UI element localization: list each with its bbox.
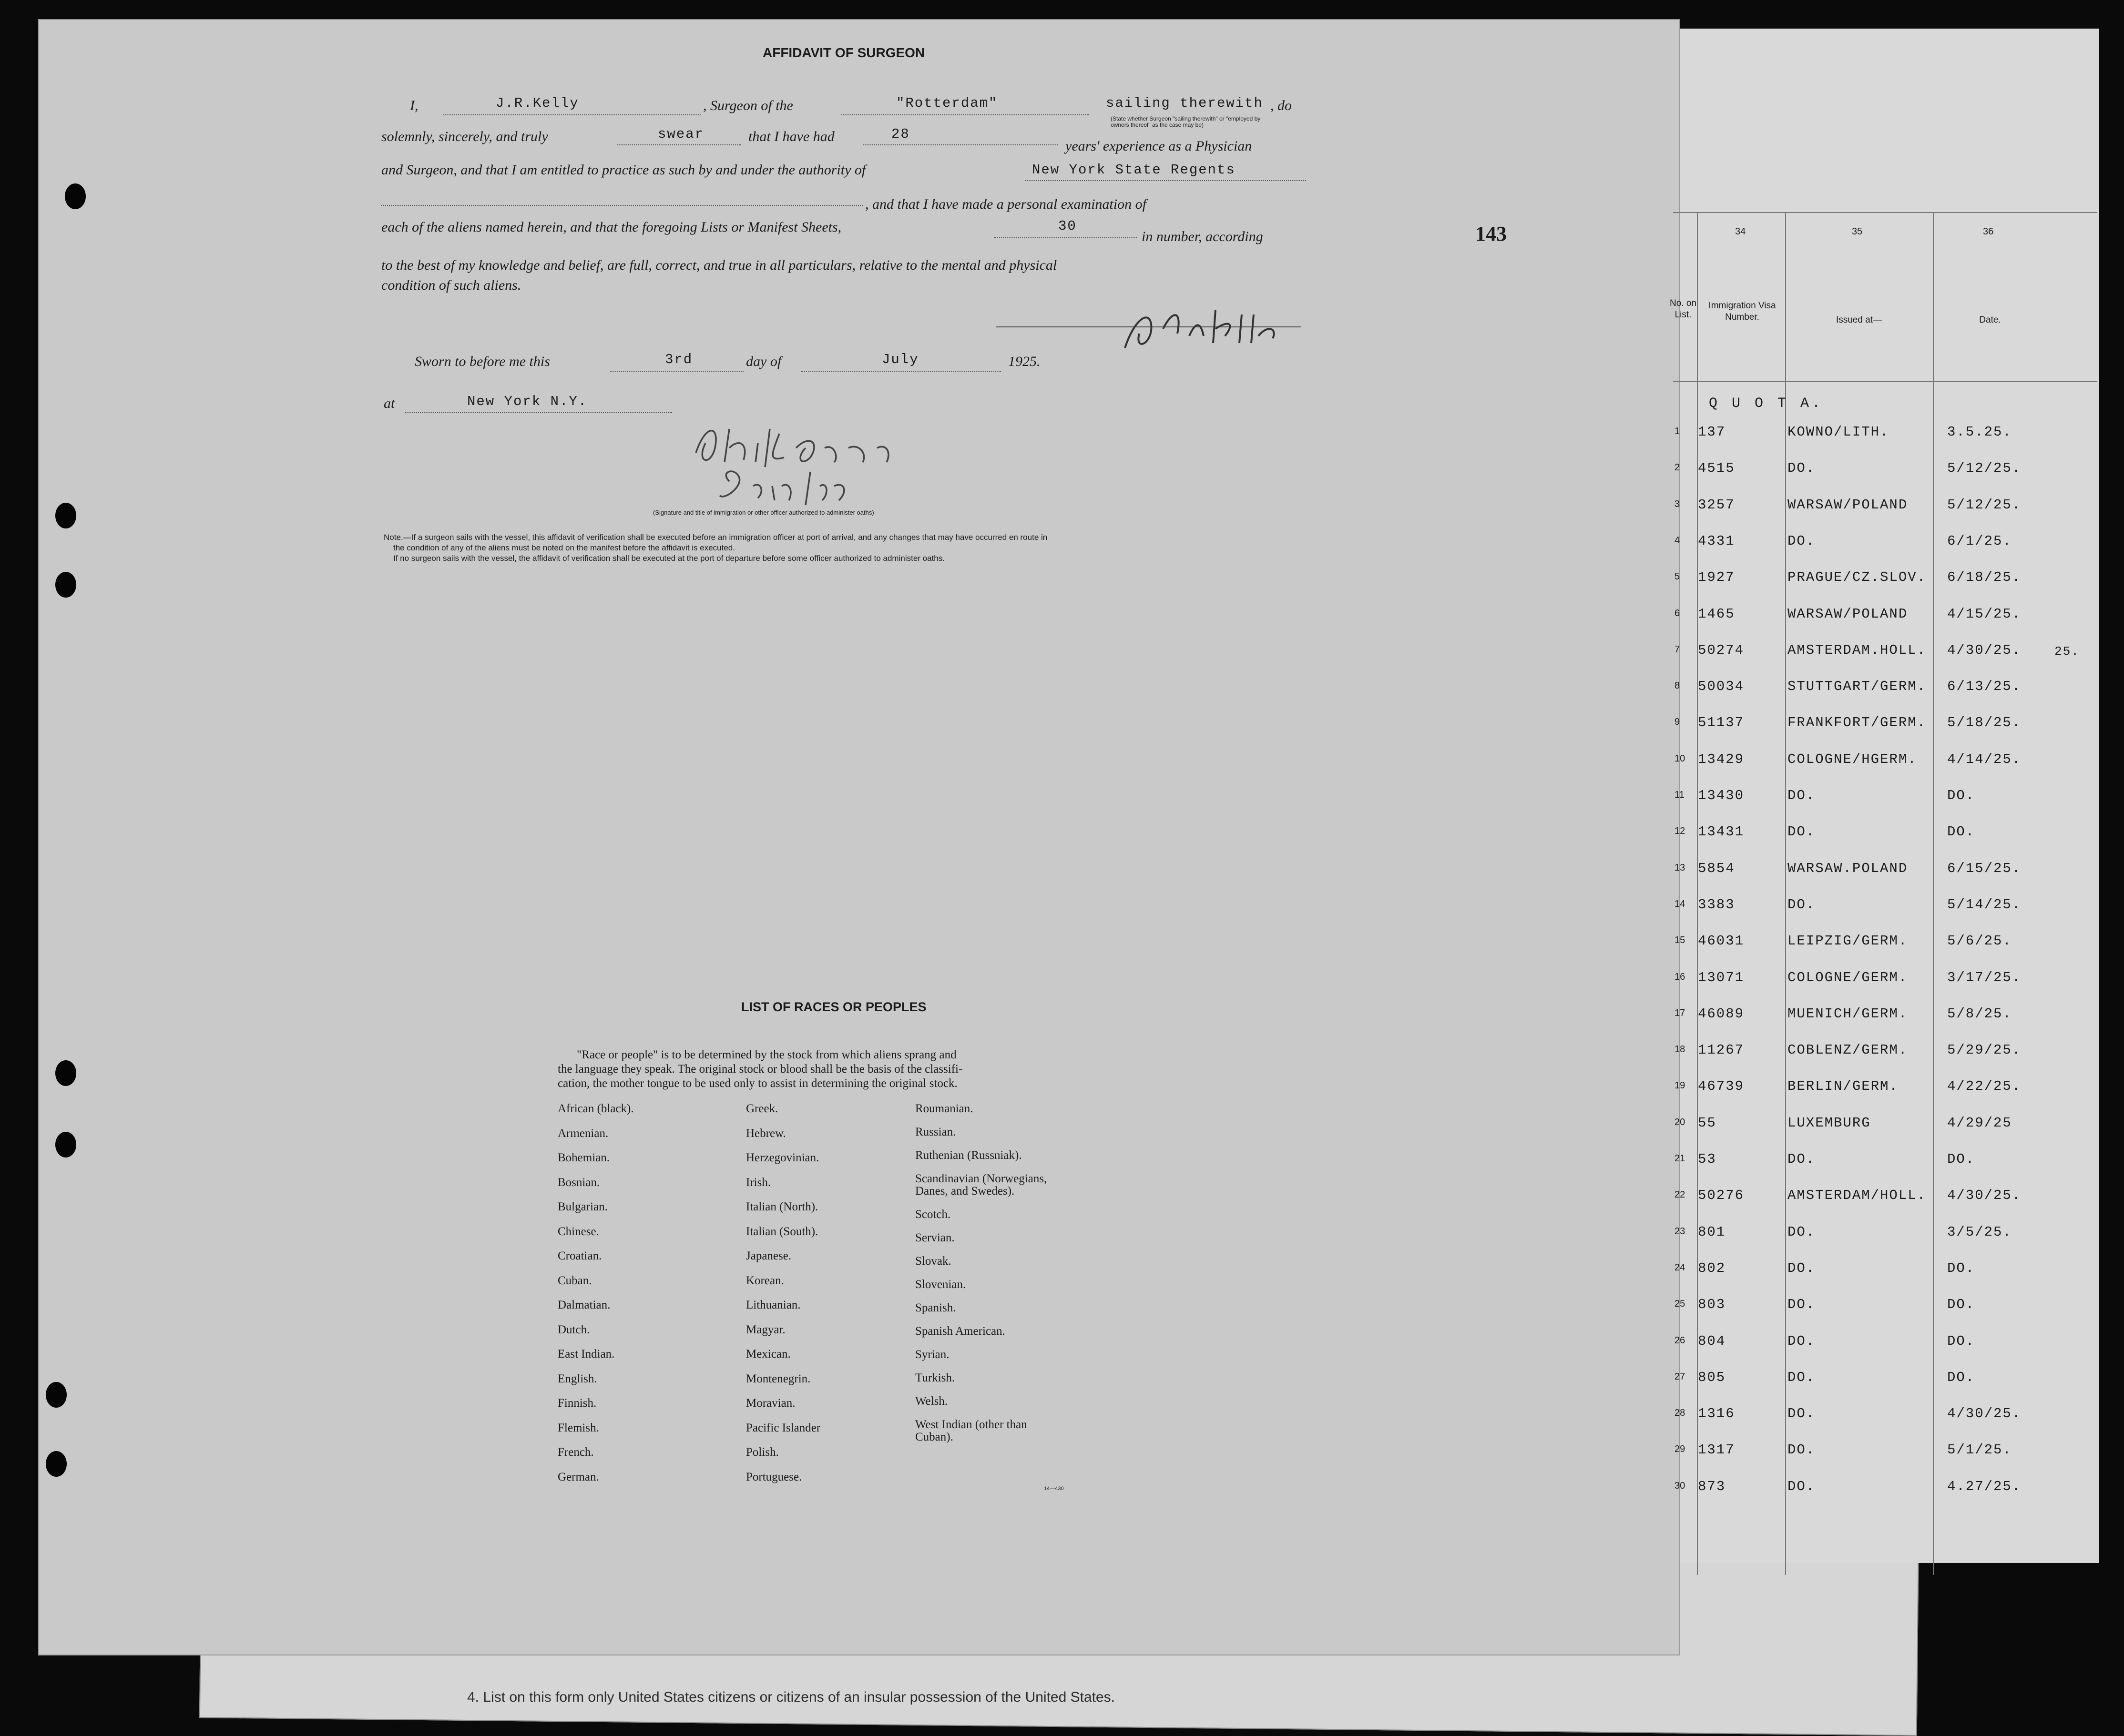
issued-at: WARSAW/POLAND [1787, 606, 1908, 622]
affidavit-note: If no surgeon sails with the vessel, the affidavit of verification shall be executed at the port of departure before some officer authorized to administer oaths. [393, 554, 945, 563]
issued-at: COLOGNE/HGERM. [1787, 751, 1917, 767]
visa-number: 873 [1698, 1478, 1726, 1494]
visa-number: 3383 [1698, 896, 1735, 913]
race-entry: Mexican. [746, 1348, 791, 1360]
visa-date: DO. [1947, 824, 1975, 840]
row-number: 14 [1675, 898, 1685, 909]
row-number: 26 [1675, 1335, 1685, 1346]
row-number: 15 [1675, 935, 1685, 946]
race-entry: Spanish American. [915, 1325, 1005, 1338]
visa-number: 801 [1698, 1224, 1726, 1240]
race-entry: Bohemian. [558, 1151, 610, 1164]
race-entry: Danes, and Swedes). [915, 1185, 1015, 1198]
race-entry: Montenegrin. [746, 1372, 811, 1385]
fill-line [610, 371, 744, 372]
race-entry: Finnish. [558, 1397, 597, 1410]
visa-date: DO. [1947, 788, 1975, 803]
visa-number: 46739 [1698, 1078, 1745, 1095]
visa-number: 4331 [1698, 533, 1735, 549]
visa-date: 5/6/25. [1947, 933, 2012, 949]
punch-hole [55, 572, 76, 598]
visa-date: 5/1/25. [1947, 1442, 2012, 1458]
visa-number: 4515 [1698, 460, 1735, 477]
affidavit-text: , do [1270, 98, 1292, 113]
race-entry: Slovenian. [915, 1278, 966, 1291]
visa-date: 5/12/25. [1947, 460, 2022, 477]
visa-number: 53 [1698, 1151, 1716, 1167]
race-entry: African (black). [558, 1102, 634, 1115]
issued-at: DO. [1787, 1478, 1816, 1494]
race-entry: Scotch. [915, 1208, 951, 1221]
issued-at: LEIPZIG/GERM. [1787, 933, 1908, 949]
visa-date: 3.5.25. [1947, 424, 2012, 440]
race-entry: Greek. [746, 1102, 778, 1115]
row-number: 23 [1675, 1226, 1685, 1237]
visa-number: 1316 [1698, 1406, 1735, 1422]
issued-at: FRANKFORT/GERM. [1787, 715, 1927, 731]
row-number: 18 [1675, 1044, 1685, 1055]
visa-number: 137 [1698, 424, 1726, 440]
row-number: 16 [1675, 971, 1685, 982]
race-entry: Syrian. [915, 1348, 950, 1361]
header-date: Date. [1979, 315, 2001, 325]
row-number: 4 [1675, 535, 1680, 546]
visa-date: 6/1/25. [1947, 533, 2012, 549]
issued-at: PRAGUE/CZ.SLOV. [1787, 569, 1927, 586]
race-entry: Spanish. [915, 1301, 956, 1314]
row-number: 6 [1675, 608, 1680, 619]
visa-number: 805 [1698, 1369, 1726, 1385]
visa-number: 51137 [1698, 715, 1745, 731]
visa-date: DO. [1947, 1333, 1975, 1349]
punch-hole [46, 1451, 67, 1477]
visa-number: 803 [1698, 1297, 1726, 1313]
race-entry: Hebrew. [746, 1127, 786, 1140]
race-entry: Italian (South). [746, 1225, 818, 1238]
affidavit-title: AFFIDAVIT OF SURGEON [763, 45, 925, 60]
race-entry: Cuban). [915, 1431, 953, 1443]
column-number: 35 [1852, 226, 1863, 237]
table-rule [1673, 212, 2097, 213]
races-intro: cation, the mother tongue to be used only to assist in determining the original stock. [558, 1077, 958, 1090]
officer-caption: (Signature and title of immigration or other officer authorized to administer oaths) [653, 509, 874, 516]
issued-at: DO. [1787, 1151, 1816, 1167]
race-entry: Italian (North). [746, 1200, 818, 1213]
issued-at: LUXEMBURG [1787, 1115, 1871, 1131]
sailing-note: (State whether Surgeon "sailing therewith" or "employed by owners thereof" as the case may be) [1111, 115, 1261, 128]
row-number: 10 [1675, 753, 1685, 764]
visa-date: 5/18/25. [1947, 715, 2022, 731]
race-entry: Russian. [915, 1126, 956, 1138]
issued-at: DO. [1787, 788, 1816, 803]
row-number: 5 [1675, 571, 1680, 582]
race-entry: Servian. [915, 1231, 955, 1244]
affidavit-text: condition of such aliens. [381, 277, 521, 293]
race-entry: Ruthenian (Russniak). [915, 1149, 1022, 1162]
affidavit-text: to the best of my knowledge and belief, are full, correct, and true in all particulars, relative to the mental and physical [381, 257, 1057, 273]
form-number: 14—430 [1044, 1486, 1064, 1492]
issued-at: COBLENZ/GERM. [1787, 1042, 1908, 1058]
visa-number: 55 [1698, 1115, 1716, 1131]
row-number: 11 [1675, 790, 1685, 800]
authority: New York State Regents [1032, 162, 1236, 178]
race-entry: Chinese. [558, 1225, 599, 1238]
visa-number: 1317 [1698, 1442, 1735, 1458]
affidavit-text: at [384, 396, 395, 411]
race-entry: Flemish. [558, 1421, 599, 1434]
fill-line [617, 144, 741, 145]
table-rule [1933, 212, 1934, 1575]
row-number: 24 [1675, 1262, 1685, 1273]
row-number: 19 [1675, 1080, 1685, 1091]
row-number: 21 [1675, 1153, 1685, 1164]
punch-hole [55, 503, 76, 528]
issued-at: AMSTERDAM.HOLL. [1787, 642, 1927, 658]
visa-number: 802 [1698, 1260, 1726, 1276]
races-title: LIST OF RACES OR PEOPLES [741, 1000, 927, 1014]
race-entry: Irish. [746, 1176, 771, 1189]
issued-at: MUENICH/GERM. [1787, 1005, 1908, 1022]
visa-date: DO. [1947, 1260, 1975, 1276]
visa-date: 5/8/25. [1947, 1005, 2012, 1022]
issued-at: WARSAW.POLAND [1787, 860, 1908, 876]
race-entry: Scandinavian (Norwegians, [915, 1172, 1047, 1185]
visa-number: 1465 [1698, 606, 1735, 622]
fill-line [863, 144, 1058, 145]
visa-date: 5/29/25. [1947, 1042, 2022, 1058]
race-entry: Dalmatian. [558, 1299, 611, 1311]
issued-at: COLOGNE/GERM. [1787, 969, 1908, 985]
race-entry: Cuban. [558, 1274, 592, 1287]
row-number: 25 [1675, 1299, 1685, 1310]
visa-date: DO. [1947, 1151, 1975, 1167]
visa-date: 3/17/25. [1947, 969, 2022, 985]
visa-number: 50034 [1698, 679, 1745, 695]
visa-number: 1927 [1698, 569, 1735, 586]
side-mark: 25. [2054, 644, 2080, 659]
sworn-year: 1925. [1008, 354, 1041, 369]
issued-at: DO. [1787, 1333, 1816, 1349]
race-entry: Korean. [746, 1274, 784, 1287]
visa-date: 3/5/25. [1947, 1224, 2012, 1240]
table-rule [1673, 381, 2097, 382]
visa-date: DO. [1947, 1297, 1975, 1313]
row-number: 30 [1675, 1480, 1685, 1491]
table-rule [1785, 212, 1786, 1575]
visa-date: 4/30/25. [1947, 1406, 2022, 1422]
visa-date: 4/30/25. [1947, 642, 2022, 658]
issued-at: STUTTGART/GERM. [1787, 679, 1927, 695]
visa-number: 50274 [1698, 642, 1745, 658]
visa-number: 5854 [1698, 860, 1735, 876]
row-number: 27 [1675, 1371, 1685, 1382]
visa-number: 13430 [1698, 788, 1745, 803]
visa-date: DO. [1947, 1369, 1975, 1385]
race-entry: Bosnian. [558, 1176, 600, 1189]
row-number: 2 [1675, 462, 1680, 473]
years-experience: 28 [891, 126, 910, 142]
visa-number: 46031 [1698, 933, 1745, 949]
fill-line [405, 412, 672, 413]
race-entry: Portuguese. [746, 1470, 802, 1483]
visa-number: 13431 [1698, 824, 1745, 840]
fill-line [841, 114, 1089, 115]
race-entry: Herzegovinian. [746, 1151, 819, 1164]
affidavit-text: and Surgeon, and that I am entitled to practice as such by and under the authority of [381, 162, 866, 178]
race-entry: Dutch. [558, 1323, 590, 1336]
affidavit-text: I, [410, 98, 419, 113]
race-entry: East Indian. [558, 1348, 615, 1360]
fill-line [994, 237, 1137, 238]
affidavit-text: Sworn to before me this [415, 354, 550, 369]
affidavit-text: solemnly, sincerely, and truly [381, 129, 548, 144]
visa-number: 804 [1698, 1333, 1726, 1349]
visa-date: 6/13/25. [1947, 679, 2022, 695]
issued-at: DO. [1787, 1369, 1816, 1385]
race-entry: Magyar. [746, 1323, 786, 1336]
fill-line [801, 371, 1001, 372]
affidavit-text: day of [746, 354, 782, 369]
punch-hole [55, 1060, 76, 1086]
race-entry: Moravian. [746, 1397, 796, 1410]
race-entry: Slovak. [915, 1255, 951, 1268]
quota-label: Q U O T A. [1709, 396, 1824, 412]
affidavit-text: , and that I have made a personal examination of [865, 196, 1146, 212]
issued-at: DO. [1787, 1442, 1816, 1458]
bottom-instruction: 4. List on this form only United States citizens or citizens of an insular possession of the United States. [467, 1689, 1115, 1705]
row-number: 13 [1675, 862, 1685, 873]
issued-at: DO. [1787, 824, 1816, 840]
visa-number: 13071 [1698, 969, 1745, 985]
affidavit-text: , Surgeon of the [703, 98, 793, 113]
visa-number: 3257 [1698, 497, 1735, 513]
row-number: 28 [1675, 1408, 1685, 1419]
race-entry: French. [558, 1446, 594, 1459]
visa-date: 4/14/25. [1947, 751, 2022, 767]
sheet-count: 30 [1058, 218, 1077, 234]
row-number: 29 [1675, 1444, 1685, 1455]
vessel-name: "Rotterdam" [896, 95, 998, 111]
affidavit-text: years' experience as a Physician [1065, 138, 1252, 154]
issued-at: BERLIN/GERM. [1787, 1078, 1899, 1095]
visa-date: 5/14/25. [1947, 896, 2022, 913]
issued-at: DO. [1787, 533, 1816, 549]
issued-at: WARSAW/POLAND [1787, 497, 1908, 513]
visa-date: 4/30/25. [1947, 1188, 2022, 1204]
visa-number: 50276 [1698, 1188, 1745, 1204]
race-entry: Armenian. [558, 1127, 609, 1140]
punch-hole [65, 183, 86, 209]
fill-line [381, 205, 863, 206]
fill-line [443, 114, 701, 115]
visa-date: 4/22/25. [1947, 1078, 2022, 1095]
visa-date: 4/29/25 [1947, 1115, 2012, 1131]
visa-date: 4/15/25. [1947, 606, 2022, 622]
page-number: 143 [1475, 222, 1507, 245]
race-entry: Japanese. [746, 1249, 792, 1262]
row-number: 8 [1675, 680, 1680, 691]
row-number: 20 [1675, 1117, 1685, 1127]
row-number: 3 [1675, 498, 1680, 509]
issued-at: DO. [1787, 1260, 1816, 1276]
row-number: 12 [1675, 826, 1685, 837]
column-number: 36 [1983, 226, 1994, 237]
sailing-status: sailing therewith [1106, 95, 1263, 111]
row-number: 1 [1675, 426, 1680, 437]
visa-date: 6/18/25. [1947, 569, 2022, 586]
race-entry: German. [558, 1470, 599, 1483]
races-intro: "Race or people" is to be determined by the stock from which aliens sprang and [577, 1048, 957, 1061]
row-number: 17 [1675, 1007, 1685, 1018]
visa-date: 6/15/25. [1947, 860, 2022, 876]
header-issued-at: Issued at— [1836, 315, 1882, 325]
visa-number: 11267 [1698, 1042, 1745, 1058]
sworn-place: New York N.Y. [467, 394, 588, 409]
visa-number: 13429 [1698, 751, 1745, 767]
header-no-on-list: No. on List. [1670, 298, 1696, 320]
race-entry: Turkish. [915, 1371, 955, 1384]
race-entry: Croatian. [558, 1249, 602, 1262]
race-entry: Welsh. [915, 1395, 948, 1408]
affidavit-note: the condition of any of the aliens must be noted on the manifest before the affidavit is executed. [393, 543, 735, 552]
race-entry: Lithuanian. [746, 1299, 801, 1311]
race-entry: West Indian (other than [915, 1418, 1027, 1431]
race-entry: Roumanian. [915, 1102, 973, 1115]
officer-signature [677, 415, 944, 510]
race-entry: Bulgarian. [558, 1200, 608, 1213]
race-entry: English. [558, 1372, 597, 1385]
issued-at: DO. [1787, 1224, 1816, 1240]
visa-date: 5/12/25. [1947, 497, 2022, 513]
punch-hole [46, 1382, 67, 1408]
punch-hole [55, 1132, 76, 1157]
race-entry: Polish. [746, 1446, 779, 1459]
affidavit-note: Note.—If a surgeon sails with the vessel, this affidavit of verification shall be executed before an immigration officer at port of arrival, and any changes that may have occurred en route in [384, 533, 1048, 542]
issued-at: DO. [1787, 1406, 1816, 1422]
visa-number: 46089 [1698, 1005, 1745, 1022]
races-intro: the language they speak. The original stock or blood shall be the basis of the classifi- [558, 1063, 963, 1076]
oath-word: swear [658, 126, 705, 142]
affidavit-text: in number, according [1142, 229, 1263, 244]
issued-at: DO. [1787, 1297, 1816, 1313]
surgeon-name: J.R.Kelly [496, 95, 579, 111]
fill-line [1025, 180, 1306, 181]
row-number: 22 [1675, 1189, 1685, 1200]
affidavit-text: each of the aliens named herein, and that the foregoing Lists or Manifest Sheets, [381, 219, 842, 235]
issued-at: DO. [1787, 460, 1816, 477]
sworn-day: 3rd [665, 352, 693, 367]
issued-at: DO. [1787, 896, 1816, 913]
header-visa-number: Immigration Visa Number. [1708, 301, 1776, 322]
issued-at: AMSTERDAM/HOLL. [1787, 1188, 1927, 1204]
surgeon-signature [1106, 291, 1316, 362]
row-number: 7 [1675, 644, 1680, 655]
visa-date: 4.27/25. [1947, 1478, 2022, 1494]
issued-at: KOWNO/LITH. [1787, 424, 1889, 440]
row-number: 9 [1675, 717, 1680, 728]
sworn-month: July [882, 352, 919, 367]
race-entry: Pacific Islander [746, 1421, 821, 1434]
affidavit-text: that I have had [748, 129, 835, 144]
column-number: 34 [1735, 226, 1746, 237]
